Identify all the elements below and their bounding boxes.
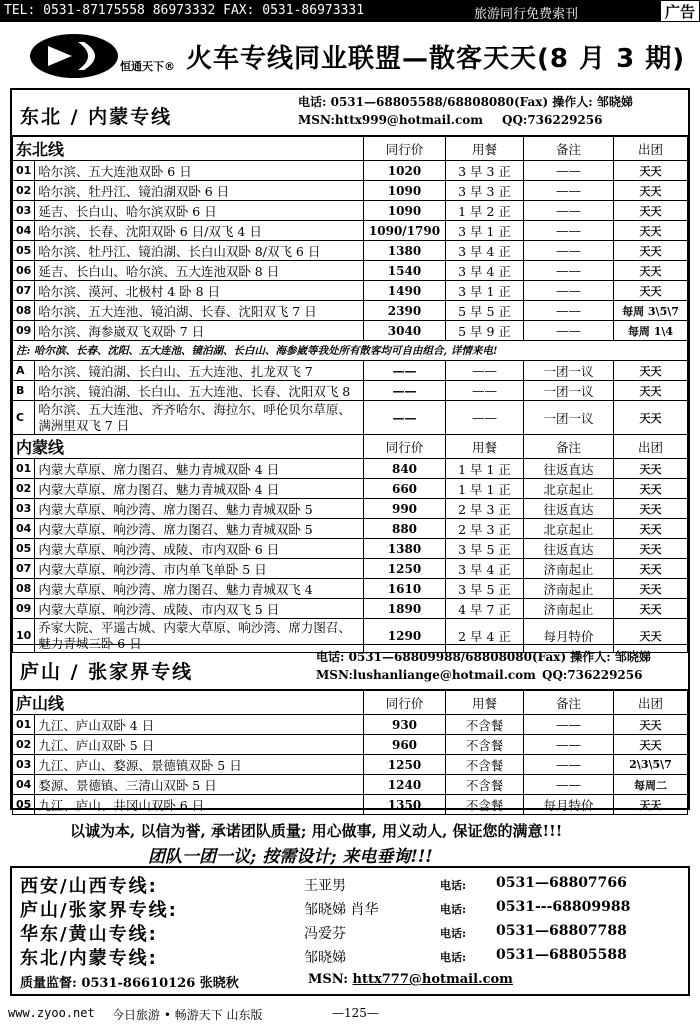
contact-row bbox=[20, 896, 684, 920]
row-route: 哈尔滨、五大连池双卧 6 日 bbox=[35, 161, 364, 181]
row-number: 04 bbox=[13, 519, 35, 539]
row-number: 07 bbox=[13, 559, 35, 579]
col-depart: 出团 bbox=[614, 137, 688, 161]
row-remark: —— bbox=[524, 221, 614, 241]
row-remark: —— bbox=[524, 755, 614, 775]
table-row bbox=[13, 579, 688, 599]
northeast-msn: MSN:httx999@hotmail.com bbox=[298, 113, 483, 127]
contact-tel-label: 电话: bbox=[440, 879, 467, 892]
col-price: 同行价 bbox=[364, 435, 446, 459]
row-meal: 3 早 1 正 bbox=[446, 221, 524, 241]
ad-tag: 广告 bbox=[660, 0, 700, 22]
table-row bbox=[13, 499, 688, 519]
row-price: 1240 bbox=[364, 775, 446, 795]
row-depart: 天天 bbox=[614, 499, 688, 519]
row-depart: 天天 bbox=[614, 201, 688, 221]
row-route: 九江、庐山双卧 5 日 bbox=[35, 735, 364, 755]
lushan-section-title: 庐山 / 张家界专线 bbox=[20, 661, 194, 683]
row-price: 2390 bbox=[364, 301, 446, 321]
row-depart: 天天 bbox=[614, 261, 688, 281]
table-row bbox=[13, 775, 688, 795]
row-meal: —— bbox=[446, 381, 524, 401]
row-depart: 天天 bbox=[614, 579, 688, 599]
row-number: C bbox=[13, 401, 35, 435]
northeast-table bbox=[12, 136, 688, 653]
row-meal: 1 早 1 正 bbox=[446, 459, 524, 479]
table-row bbox=[13, 321, 688, 341]
row-depart: 天天 bbox=[614, 221, 688, 241]
contact-person: 王亚男 bbox=[304, 878, 346, 894]
contact-person: 冯爱芬 bbox=[304, 926, 346, 942]
row-depart: 每周 1\4 bbox=[614, 321, 688, 341]
row-price: 1890 bbox=[364, 599, 446, 619]
combo-note: 注: 哈尔滨、长春、沈阳、五大连池、镜泊湖、长白山、海参崴等我处所有散客均可自由组合, 详情来电! bbox=[13, 341, 688, 361]
table-row bbox=[13, 401, 688, 435]
motto-line-2: 团队一团一议; 按需设计; 来电垂询!!! bbox=[148, 847, 433, 867]
col-meal: 用餐 bbox=[446, 435, 524, 459]
row-price: 1490 bbox=[364, 281, 446, 301]
row-meal: 3 早 4 正 bbox=[446, 559, 524, 579]
table-row bbox=[13, 715, 688, 735]
row-number: 02 bbox=[13, 181, 35, 201]
table-row bbox=[13, 539, 688, 559]
row-number: 03 bbox=[13, 755, 35, 775]
row-price: 840 bbox=[364, 459, 446, 479]
dongbei-line-title: 东北线 bbox=[13, 137, 364, 161]
row-depart: 天天 bbox=[614, 381, 688, 401]
row-price: 3040 bbox=[364, 321, 446, 341]
row-depart: 天天 bbox=[614, 479, 688, 499]
northeast-section-header bbox=[12, 90, 688, 136]
row-meal: 1 早 2 正 bbox=[446, 201, 524, 221]
row-number: 09 bbox=[13, 321, 35, 341]
row-meal: 2 早 4 正 bbox=[446, 619, 524, 653]
col-price: 同行价 bbox=[364, 691, 446, 715]
row-meal: 3 早 4 正 bbox=[446, 261, 524, 281]
row-remark: 北京起止 bbox=[524, 479, 614, 499]
lushan-msn: MSN:lushanliange@hotmail.com bbox=[316, 668, 536, 682]
row-meal: 4 早 7 正 bbox=[446, 599, 524, 619]
row-meal: 不含餐 bbox=[446, 715, 524, 735]
row-depart: 天天 bbox=[614, 401, 688, 435]
row-remark: 每月特价 bbox=[524, 619, 614, 653]
table-row bbox=[13, 361, 688, 381]
row-price: 660 bbox=[364, 479, 446, 499]
row-route: 婺源、景德镇、三清山双卧 5 日 bbox=[35, 775, 364, 795]
row-depart: 天天 bbox=[614, 735, 688, 755]
table-row bbox=[13, 735, 688, 755]
motto-line-1: 以诚为本, 以信为誉, 承诺团队质量; 用心做事, 用义动人, 保证您的满意!!! bbox=[70, 822, 563, 840]
row-price: 1090 bbox=[364, 181, 446, 201]
lushan-table bbox=[12, 690, 688, 815]
row-meal: 3 早 4 正 bbox=[446, 241, 524, 261]
row-route: 九江、庐山、井冈山双卧 6 日 bbox=[35, 795, 364, 815]
contact-row bbox=[20, 872, 684, 896]
table-row bbox=[13, 221, 688, 241]
row-number: 04 bbox=[13, 221, 35, 241]
row-number: 08 bbox=[13, 301, 35, 321]
row-remark: 一团一议 bbox=[524, 361, 614, 381]
col-price: 同行价 bbox=[364, 137, 446, 161]
row-route: 内蒙大草原、响沙湾、席力图召、魅力青城双飞 4 bbox=[35, 579, 364, 599]
page-title: 火车专线同业联盟—散客天天(8 月 3 期) bbox=[186, 44, 686, 74]
footer-msn-label: MSN: bbox=[308, 972, 348, 987]
table-row bbox=[13, 241, 688, 261]
row-depart: 天天 bbox=[614, 181, 688, 201]
contact-person: 邹晓娣 肖华 bbox=[304, 902, 379, 918]
row-number: 02 bbox=[13, 735, 35, 755]
col-remark: 备注 bbox=[524, 435, 614, 459]
row-number: 01 bbox=[13, 161, 35, 181]
row-remark: —— bbox=[524, 775, 614, 795]
row-meal: 3 早 3 正 bbox=[446, 181, 524, 201]
quality-supervision: 质量监督: 0531-86610126 张晓秋 bbox=[20, 976, 239, 991]
row-meal: 5 早 5 正 bbox=[446, 301, 524, 321]
row-price: 930 bbox=[364, 715, 446, 735]
row-depart: 天天 bbox=[614, 619, 688, 653]
row-price: 1380 bbox=[364, 539, 446, 559]
row-route: 延吉、长白山、哈尔滨、五大连池双卧 8 日 bbox=[35, 261, 364, 281]
row-route: 九江、庐山双卧 4 日 bbox=[35, 715, 364, 735]
row-number: 09 bbox=[13, 599, 35, 619]
row-price: 1540 bbox=[364, 261, 446, 281]
footer-site[interactable]: www.zyoo.net bbox=[8, 1006, 95, 1020]
row-route: 哈尔滨、海参崴双飞双卧 7 日 bbox=[35, 321, 364, 341]
row-price: 1090 bbox=[364, 201, 446, 221]
row-remark: —— bbox=[524, 281, 614, 301]
table-row bbox=[13, 459, 688, 479]
row-number: B bbox=[13, 381, 35, 401]
row-price: 1380 bbox=[364, 241, 446, 261]
row-meal: 3 早 5 正 bbox=[446, 579, 524, 599]
row-number: 04 bbox=[13, 775, 35, 795]
row-remark: —— bbox=[524, 321, 614, 341]
contact-tel: 0531—68807788 bbox=[496, 923, 627, 939]
footer-msn bbox=[308, 972, 513, 987]
row-number: A bbox=[13, 361, 35, 381]
row-price: 1290 bbox=[364, 619, 446, 653]
lushan-qq: QQ:736229256 bbox=[542, 668, 643, 682]
contact-row bbox=[20, 920, 684, 944]
row-remark: 往返直达 bbox=[524, 459, 614, 479]
row-route: 哈尔滨、漠河、北极村 4 卧 8 日 bbox=[35, 281, 364, 301]
col-depart: 出团 bbox=[614, 691, 688, 715]
row-remark: 每月特价 bbox=[524, 795, 614, 815]
contact-row bbox=[20, 944, 684, 968]
row-depart: 天天 bbox=[614, 459, 688, 479]
row-price: —— bbox=[364, 361, 446, 381]
combo-note-row bbox=[13, 341, 688, 361]
lushan-section-header bbox=[12, 644, 688, 690]
row-number: 01 bbox=[13, 459, 35, 479]
row-route: 哈尔滨、镜泊湖、长白山、五大连池、扎龙双飞 7 bbox=[35, 361, 364, 381]
row-route: 哈尔滨、五大连池、齐齐哈尔、海拉尔、呼伦贝尔草原、满洲里双飞 7 日 bbox=[35, 401, 364, 435]
row-price: 1250 bbox=[364, 755, 446, 775]
table-header-row bbox=[13, 137, 688, 161]
row-number: 10 bbox=[13, 619, 35, 653]
row-meal: 2 早 3 正 bbox=[446, 499, 524, 519]
row-remark: 往返直达 bbox=[524, 499, 614, 519]
row-meal: 不含餐 bbox=[446, 735, 524, 755]
lushan-line-title: 庐山线 bbox=[13, 691, 364, 715]
row-number: 08 bbox=[13, 579, 35, 599]
row-remark: 一团一议 bbox=[524, 381, 614, 401]
table-row bbox=[13, 755, 688, 775]
row-route: 内蒙大草原、响沙湾、成陵、市内双卧 6 日 bbox=[35, 539, 364, 559]
row-route: 内蒙大草原、席力图召、魅力青城双卧 4 日 bbox=[35, 459, 364, 479]
row-number: 05 bbox=[13, 539, 35, 559]
contacts-box bbox=[10, 866, 690, 996]
table-row bbox=[13, 301, 688, 321]
row-depart: 天天 bbox=[614, 519, 688, 539]
row-route: 乔家大院、平遥古城、内蒙大草原、响沙湾、席力图召、魅力青城三卧 6 日 bbox=[35, 619, 364, 653]
row-remark: —— bbox=[524, 161, 614, 181]
footer-slogan: 今日旅游 • 畅游天下 山东版 bbox=[112, 1008, 263, 1022]
table-row bbox=[13, 261, 688, 281]
row-depart: 每周二 bbox=[614, 775, 688, 795]
row-remark: 济南起止 bbox=[524, 559, 614, 579]
row-route: 内蒙大草原、响沙湾、市内单飞单卧 5 日 bbox=[35, 559, 364, 579]
northeast-phone: 电话: 0531—68805588/68808080(Fax) 操作人: 邹晓娣 bbox=[298, 95, 633, 109]
top-banner bbox=[0, 0, 700, 22]
contact-line-name: 东北/内蒙专线: bbox=[20, 948, 158, 969]
footer-msn-link[interactable]: httx777@hotmail.com bbox=[352, 972, 513, 987]
neimeng-line-title: 内蒙线 bbox=[13, 435, 364, 459]
row-depart: 天天 bbox=[614, 241, 688, 261]
row-meal: 3 早 1 正 bbox=[446, 281, 524, 301]
row-route: 内蒙大草原、响沙湾、成陵、市内双飞 5 日 bbox=[35, 599, 364, 619]
row-remark: —— bbox=[524, 201, 614, 221]
row-depart: 天天 bbox=[614, 281, 688, 301]
table-row bbox=[13, 479, 688, 499]
row-price: 1350 bbox=[364, 795, 446, 815]
row-route: 哈尔滨、长春、沈阳双卧 6 日/双飞 4 日 bbox=[35, 221, 364, 241]
row-remark: 济南起止 bbox=[524, 599, 614, 619]
table-header-row bbox=[13, 435, 688, 459]
row-route: 哈尔滨、五大连池、镜泊湖、长春、沈阳双飞 7 日 bbox=[35, 301, 364, 321]
row-depart: 天天 bbox=[614, 599, 688, 619]
row-meal: 5 早 9 正 bbox=[446, 321, 524, 341]
row-price: 880 bbox=[364, 519, 446, 539]
contact-tel: 0531---68809988 bbox=[496, 899, 631, 915]
row-number: 03 bbox=[13, 499, 35, 519]
row-depart: 天天 bbox=[614, 795, 688, 815]
contact-tel: 0531—68805588 bbox=[496, 947, 627, 963]
row-route: 九江、庐山、婺源、景德镇双卧 5 日 bbox=[35, 755, 364, 775]
col-remark: 备注 bbox=[524, 137, 614, 161]
row-depart: 天天 bbox=[614, 539, 688, 559]
contact-person: 邹晓娣 bbox=[304, 950, 346, 966]
row-route: 内蒙大草原、响沙湾、席力图召、魅力青城双卧 5 bbox=[35, 499, 364, 519]
row-meal: 不含餐 bbox=[446, 755, 524, 775]
table-row bbox=[13, 161, 688, 181]
row-price: 1090/1790 bbox=[364, 221, 446, 241]
row-remark: —— bbox=[524, 735, 614, 755]
row-price: 1020 bbox=[364, 161, 446, 181]
table-row bbox=[13, 599, 688, 619]
contact-tel-label: 电话: bbox=[440, 903, 467, 916]
logo-text: 恒通天下® bbox=[120, 60, 175, 73]
company-logo-icon bbox=[28, 32, 120, 80]
page-number: —125— bbox=[332, 1006, 379, 1020]
row-meal: 2 早 3 正 bbox=[446, 519, 524, 539]
row-remark: 一团一议 bbox=[524, 401, 614, 435]
contact-tel-label: 电话: bbox=[440, 927, 467, 940]
row-remark: 北京起止 bbox=[524, 519, 614, 539]
row-remark: —— bbox=[524, 181, 614, 201]
row-meal: 不含餐 bbox=[446, 775, 524, 795]
table-header-row bbox=[13, 691, 688, 715]
row-price: 960 bbox=[364, 735, 446, 755]
table-row bbox=[13, 795, 688, 815]
table-row bbox=[13, 281, 688, 301]
row-remark: —— bbox=[524, 241, 614, 261]
top-slogan: 旅游同行免费索刊 bbox=[474, 7, 579, 22]
row-price: —— bbox=[364, 381, 446, 401]
row-route: 哈尔滨、镜泊湖、长白山、五大连池、长春、沈阳双飞 8 bbox=[35, 381, 364, 401]
row-number: 05 bbox=[13, 795, 35, 815]
contact-line-name: 庐山/张家界专线: bbox=[20, 900, 178, 921]
row-depart: 天天 bbox=[614, 361, 688, 381]
northeast-section-title: 东北 / 内蒙专线 bbox=[20, 106, 173, 128]
row-route: 延吉、长白山、哈尔滨双卧 6 日 bbox=[35, 201, 364, 221]
row-number: 02 bbox=[13, 479, 35, 499]
table-row bbox=[13, 181, 688, 201]
row-route: 哈尔滨、牡丹江、镜泊湖双卧 6 日 bbox=[35, 181, 364, 201]
row-number: 01 bbox=[13, 715, 35, 735]
page-footer bbox=[0, 1004, 700, 1024]
col-meal: 用餐 bbox=[446, 691, 524, 715]
row-route: 哈尔滨、牡丹江、镜泊湖、长白山双卧 8/双飞 6 日 bbox=[35, 241, 364, 261]
northeast-qq: QQ:736229256 bbox=[502, 113, 603, 127]
top-contact: TEL: 0531-87175558 86973332 FAX: 0531-86973331 bbox=[4, 3, 365, 18]
row-price: 1610 bbox=[364, 579, 446, 599]
row-meal: —— bbox=[446, 401, 524, 435]
table-row bbox=[13, 559, 688, 579]
contact-line-name: 西安/山西专线: bbox=[20, 876, 158, 897]
row-route: 内蒙大草原、席力图召、魅力青城双卧 4 日 bbox=[35, 479, 364, 499]
contact-tel-label: 电话: bbox=[440, 951, 467, 964]
row-route: 内蒙大草原、响沙湾、席力图召、魅力青城双卧 5 bbox=[35, 519, 364, 539]
row-depart: 2\3\5\7 bbox=[614, 755, 688, 775]
row-meal: 不含餐 bbox=[446, 795, 524, 815]
row-price: 1250 bbox=[364, 559, 446, 579]
row-remark: —— bbox=[524, 261, 614, 281]
row-meal: 1 早 1 正 bbox=[446, 479, 524, 499]
row-remark: 济南起止 bbox=[524, 579, 614, 599]
row-depart: 天天 bbox=[614, 161, 688, 181]
table-row bbox=[13, 201, 688, 221]
row-remark: —— bbox=[524, 715, 614, 735]
row-remark: 往返直达 bbox=[524, 539, 614, 559]
routes-frame bbox=[10, 88, 690, 813]
row-depart: 每周 3\5\7 bbox=[614, 301, 688, 321]
row-meal: 3 早 3 正 bbox=[446, 161, 524, 181]
row-depart: 天天 bbox=[614, 559, 688, 579]
page-header bbox=[0, 24, 700, 86]
row-meal: —— bbox=[446, 361, 524, 381]
row-remark: —— bbox=[524, 301, 614, 321]
table-row bbox=[13, 381, 688, 401]
lushan-phone: 电话: 0531—68809988/68808080(Fax) 操作人: 邹晓娣 bbox=[316, 650, 651, 664]
col-depart: 出团 bbox=[614, 435, 688, 459]
row-number: 05 bbox=[13, 241, 35, 261]
row-meal: 3 早 5 正 bbox=[446, 539, 524, 559]
contact-line-name: 华东/黄山专线: bbox=[20, 924, 158, 945]
table-row bbox=[13, 519, 688, 539]
contact-tel: 0531—68807766 bbox=[496, 875, 627, 891]
col-meal: 用餐 bbox=[446, 137, 524, 161]
row-number: 06 bbox=[13, 261, 35, 281]
row-price: 990 bbox=[364, 499, 446, 519]
row-number: 07 bbox=[13, 281, 35, 301]
row-price: —— bbox=[364, 401, 446, 435]
row-number: 03 bbox=[13, 201, 35, 221]
col-remark: 备注 bbox=[524, 691, 614, 715]
row-depart: 天天 bbox=[614, 715, 688, 735]
